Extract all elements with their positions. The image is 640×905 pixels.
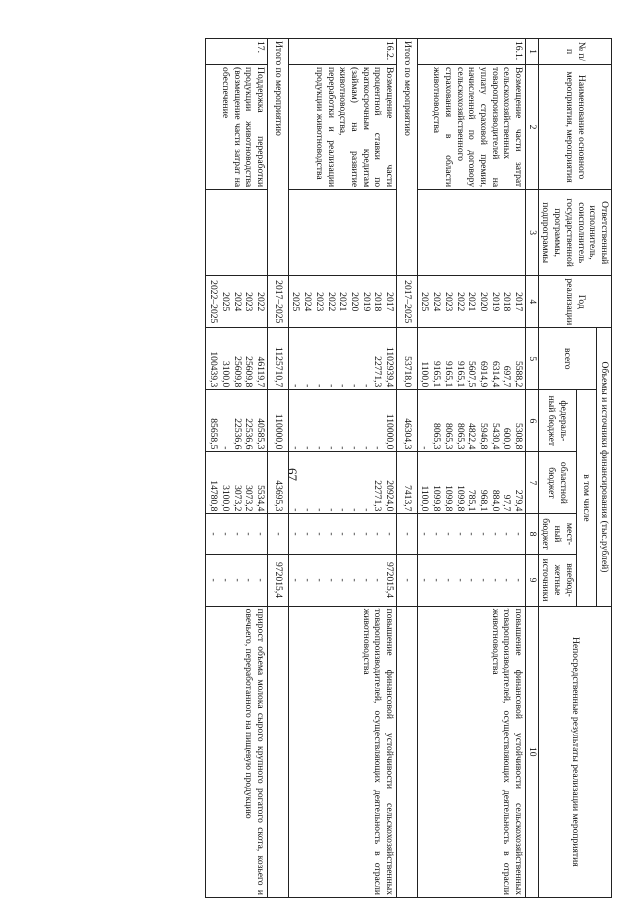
table-body <box>206 39 526 898</box>
row-federal-value: - <box>219 446 231 450</box>
page-number: 67 <box>285 468 300 481</box>
row-total-value: 46119,7 <box>255 356 267 388</box>
row-extra-value: - <box>477 578 489 582</box>
row-federal-value: - <box>372 446 384 450</box>
row-number: 16.1. <box>417 39 525 65</box>
row-name: Возмещение части затрат сельскохозяйственных товаропроизводителей на уплату страховой премии, начисленной по договору сельскохозяйственного страхования в области животноводства <box>417 65 525 190</box>
row-responsible <box>206 190 268 276</box>
row-extra-value: - <box>513 578 525 582</box>
row-years-value: 2019 <box>360 292 372 312</box>
row-local-value: - <box>219 532 231 536</box>
colnum: 6 <box>526 390 539 452</box>
header-responsible: Ответственный исполнитель, соисполнитель государственной программы, подпрограммы <box>538 190 611 276</box>
row-years-value: 2025 <box>219 292 231 312</box>
row-years-value: 2022–2025 <box>208 280 220 324</box>
row-total <box>417 328 525 390</box>
row-federal-value: 22536,6 <box>231 418 243 450</box>
row-regional-value: - <box>302 508 314 512</box>
subtotal-label: Итого по мероприятию <box>397 39 418 276</box>
row-federal-value: 5946,8 <box>477 423 489 450</box>
row-extra-value: - <box>372 578 384 582</box>
subtotal-regional: 7413,7 <box>397 452 418 514</box>
row-extra <box>288 554 396 606</box>
row-total-value: 5588,2 <box>513 360 525 388</box>
row-result: прирост объема молока сырого крупного рогатого скота, козьего и овечьего, переработанного на пищевую продукцию <box>206 606 268 897</box>
row-years-value: 2024 <box>431 292 443 312</box>
row-years-value: 2022 <box>325 292 337 312</box>
row-federal-value: 5308,8 <box>513 423 525 450</box>
row-federal-value: 110000,0 <box>384 413 396 450</box>
row-total-value: 22771,3 <box>372 356 384 388</box>
row-federal-value: - <box>290 446 302 450</box>
row-extra-value: - <box>454 578 466 582</box>
row-total-value: - <box>290 384 302 388</box>
table-row <box>206 39 268 898</box>
colnum: 3 <box>526 190 539 276</box>
row-extra-value: - <box>219 578 231 582</box>
row-extra <box>206 554 268 606</box>
subtotal-local: - <box>397 514 418 554</box>
row-years-value: 2025 <box>290 292 302 312</box>
row-years-value: 2017 <box>384 292 396 312</box>
row-local <box>288 514 396 554</box>
row-total-value: 5607,5 <box>466 360 478 388</box>
row-total-value: 9165,1 <box>454 360 466 388</box>
row-regional-value: 22771,3 <box>372 480 384 512</box>
row-regional-value: 1099,8 <box>431 485 443 512</box>
row-federal-value: - <box>348 446 360 450</box>
header-local: мест-ный бюджет <box>538 514 576 554</box>
table-row <box>417 39 525 898</box>
subtotal-row <box>397 39 418 898</box>
row-local-value: - <box>513 532 525 536</box>
row-total-value: 25609,8 <box>243 356 255 388</box>
row-local-value: - <box>466 532 478 536</box>
row-total-value: - <box>325 384 337 388</box>
row-local-value: - <box>302 532 314 536</box>
row-regional-value: 3073,2 <box>231 485 243 512</box>
row-total-value: - <box>337 384 349 388</box>
row-regional-value: - <box>337 508 349 512</box>
colnum: 4 <box>526 276 539 328</box>
row-extra-value: - <box>243 578 255 582</box>
row-federal-value: - <box>360 446 372 450</box>
row-local-value: - <box>208 532 220 536</box>
subtotal-federal: 110000,0 <box>268 390 289 452</box>
row-years <box>288 276 396 328</box>
row-local-value: - <box>348 532 360 536</box>
row-years-value: 2024 <box>302 292 314 312</box>
row-local-value: - <box>290 532 302 536</box>
row-years-value: 2023 <box>442 292 454 312</box>
subtotal-total: 1125710,7 <box>268 328 289 390</box>
row-extra-value: - <box>337 578 349 582</box>
row-extra <box>417 554 525 606</box>
row-years-value: 2022 <box>255 292 267 312</box>
row-years-value: 2022 <box>454 292 466 312</box>
row-regional-value: 785,1 <box>466 489 478 512</box>
row-total-value: - <box>302 384 314 388</box>
row-regional-value: 14780,8 <box>208 480 220 512</box>
row-local-value: - <box>442 532 454 536</box>
row-extra-value: - <box>325 578 337 582</box>
row-local <box>206 514 268 554</box>
row-federal-value: - <box>302 446 314 450</box>
row-regional-value: 1099,8 <box>454 485 466 512</box>
subtotal-local: - <box>268 514 289 554</box>
subtotal-row <box>268 39 289 898</box>
row-years-value: 2023 <box>313 292 325 312</box>
row-local-value: - <box>489 532 501 536</box>
row-years-value: 2020 <box>477 292 489 312</box>
row-regional-value: 3100,0 <box>219 485 231 512</box>
row-local-value: - <box>360 532 372 536</box>
row-years-value: 2024 <box>231 292 243 312</box>
header-regional: областной бюджет <box>538 452 576 514</box>
header-year: Год реализации <box>538 276 611 328</box>
rotated-table-container <box>72 38 612 898</box>
row-federal-value: - <box>325 446 337 450</box>
subtotal-regional: 43695,3 <box>268 452 289 514</box>
colnum: 5 <box>526 328 539 390</box>
financing-table <box>206 38 613 898</box>
row-years-value: 2025 <box>419 292 431 312</box>
row-local-value: - <box>255 532 267 536</box>
row-extra-value: - <box>489 578 501 582</box>
row-years <box>417 276 525 328</box>
subtotal-federal: 46304,3 <box>397 390 418 452</box>
row-extra-value: 972015,4 <box>384 562 396 599</box>
row-local-value: - <box>431 532 443 536</box>
header-results: Непосредственные результаты реализации мероприятия <box>538 606 611 897</box>
row-extra-value: - <box>360 578 372 582</box>
row-number: 17. <box>206 39 268 65</box>
row-total-value: 9165,1 <box>431 360 443 388</box>
row-years-value: 2018 <box>372 292 384 312</box>
column-number-row <box>526 39 539 898</box>
header-total: всего <box>538 328 597 390</box>
row-total-value: - <box>348 384 360 388</box>
row-federal-value: - <box>419 446 431 450</box>
row-regional-value: 3073,2 <box>243 485 255 512</box>
row-regional-value: 1100,0 <box>419 485 431 512</box>
row-regional-value: 5534,4 <box>255 485 267 512</box>
row-result: повышение финансовой устойчивости сельскохозяйственных товаропроизводителей, осуществляющих деятельность в отрасли животноводства <box>288 606 396 897</box>
row-responsible <box>417 190 525 276</box>
row-years-value: 2018 <box>501 292 513 312</box>
row-regional <box>417 452 525 514</box>
row-extra-value: - <box>348 578 360 582</box>
row-regional-value: 968,1 <box>477 489 489 512</box>
row-total-value: 697,7 <box>501 365 513 388</box>
row-federal-value: 8065,3 <box>454 423 466 450</box>
subtotal-total: 53718,0 <box>397 328 418 390</box>
row-federal-value: - <box>313 446 325 450</box>
row-total-value: 1102939,4 <box>384 346 396 388</box>
row-years-value: 2021 <box>466 292 478 312</box>
row-extra-value: - <box>255 578 267 582</box>
row-total-value: 6914,9 <box>477 360 489 388</box>
row-extra-value: - <box>302 578 314 582</box>
table-row <box>288 39 396 898</box>
row-regional-value: 279,4 <box>513 489 525 512</box>
row-federal <box>288 390 396 452</box>
row-years-value: 2021 <box>337 292 349 312</box>
row-federal-value: 5430,4 <box>489 423 501 450</box>
subtotal-years: 2017–2025 <box>397 276 418 328</box>
row-regional-value: - <box>360 508 372 512</box>
row-total-value: - <box>313 384 325 388</box>
header-federal: федераль-ный бюджет <box>538 390 576 452</box>
row-number: 16.2. <box>288 39 396 65</box>
row-local-value: - <box>384 532 396 536</box>
row-federal-value: 4822,4 <box>466 423 478 450</box>
row-extra-value: - <box>442 578 454 582</box>
header-extra: внебюд-жетные источники <box>538 554 576 606</box>
row-regional <box>288 452 396 514</box>
row-federal-value: 8065,3 <box>431 423 443 450</box>
header-num: № п/п <box>538 39 611 65</box>
colnum: 2 <box>526 65 539 190</box>
subtotal-label: Итого по мероприятию <box>268 39 289 276</box>
row-extra-value: - <box>431 578 443 582</box>
colnum: 10 <box>526 606 539 897</box>
subtotal-extra: 972015,4 <box>268 554 289 606</box>
row-regional <box>206 452 268 514</box>
row-local <box>417 514 525 554</box>
row-years-value: 2019 <box>489 292 501 312</box>
row-total <box>206 328 268 390</box>
colnum: 7 <box>526 452 539 514</box>
row-local-value: - <box>231 532 243 536</box>
row-total-value: 9165,1 <box>442 360 454 388</box>
row-federal-value: 600,0 <box>501 427 513 450</box>
row-local-value: - <box>243 532 255 536</box>
row-local-value: - <box>419 532 431 536</box>
row-years-value: 2023 <box>243 292 255 312</box>
header-incl: в том числе <box>576 390 596 606</box>
row-result: повышение финансовой устойчивости сельскохозяйственных товаропроизводителей, осуществляющих деятельность в отрасли животноводства <box>417 606 525 897</box>
colnum: 9 <box>526 554 539 606</box>
row-years <box>206 276 268 328</box>
row-extra-value: - <box>313 578 325 582</box>
row-extra-value: - <box>208 578 220 582</box>
row-local-value: - <box>313 532 325 536</box>
row-responsible <box>288 190 396 276</box>
row-years-value: 2020 <box>348 292 360 312</box>
header-name: Наименование основного мероприятия, мероприятия <box>538 65 611 190</box>
colnum: 1 <box>526 39 539 65</box>
row-total-value: 3100,0 <box>219 360 231 388</box>
row-name: Возмещение части процентной ставки по краткосрочным кредитам (займам) на развитие животноводства, переработки и реализации продукции животноводства <box>288 65 396 190</box>
row-regional-value: 1099,8 <box>442 485 454 512</box>
subtotal-extra: - <box>397 554 418 606</box>
row-federal-value: 22536,6 <box>243 418 255 450</box>
row-extra-value: - <box>290 578 302 582</box>
row-regional-value: - <box>325 508 337 512</box>
row-federal-value: 8065,3 <box>442 423 454 450</box>
subtotal-result <box>397 606 418 897</box>
row-local-value: - <box>501 532 513 536</box>
colnum: 8 <box>526 514 539 554</box>
row-federal-value: 85658,5 <box>208 418 220 450</box>
row-regional-value: - <box>313 508 325 512</box>
row-total-value: 100439,3 <box>208 351 220 388</box>
row-federal-value: - <box>337 446 349 450</box>
row-total-value: 1100,0 <box>419 361 431 388</box>
row-local-value: - <box>325 532 337 536</box>
row-regional-value: 97,7 <box>501 494 513 512</box>
row-extra-value: - <box>231 578 243 582</box>
row-local-value: - <box>477 532 489 536</box>
row-local-value: - <box>454 532 466 536</box>
row-local-value: - <box>337 532 349 536</box>
subtotal-result <box>268 606 289 897</box>
header-financing: Объемы и источники финансирования (тыс.рублей) <box>597 328 612 606</box>
row-total-value: - <box>360 384 372 388</box>
row-local-value: - <box>372 532 384 536</box>
row-regional-value: - <box>290 508 302 512</box>
row-extra-value: - <box>501 578 513 582</box>
row-federal <box>206 390 268 452</box>
subtotal-years: 2017–2025 <box>268 276 289 328</box>
row-total-value: 6314,4 <box>489 360 501 388</box>
row-total <box>288 328 396 390</box>
row-regional-value: - <box>348 508 360 512</box>
row-regional-value: 884,0 <box>489 489 501 512</box>
row-years-value: 2017 <box>513 292 525 312</box>
row-federal-value: 40585,3 <box>255 418 267 450</box>
row-extra-value: - <box>466 578 478 582</box>
row-total-value: 25609,8 <box>231 356 243 388</box>
row-name: Поддержка переработки продукции животноводства (возмещение части затрат на обеспечение <box>206 65 268 190</box>
row-extra-value: - <box>419 578 431 582</box>
row-regional-value: 20924,0 <box>384 480 396 512</box>
row-federal <box>417 390 525 452</box>
